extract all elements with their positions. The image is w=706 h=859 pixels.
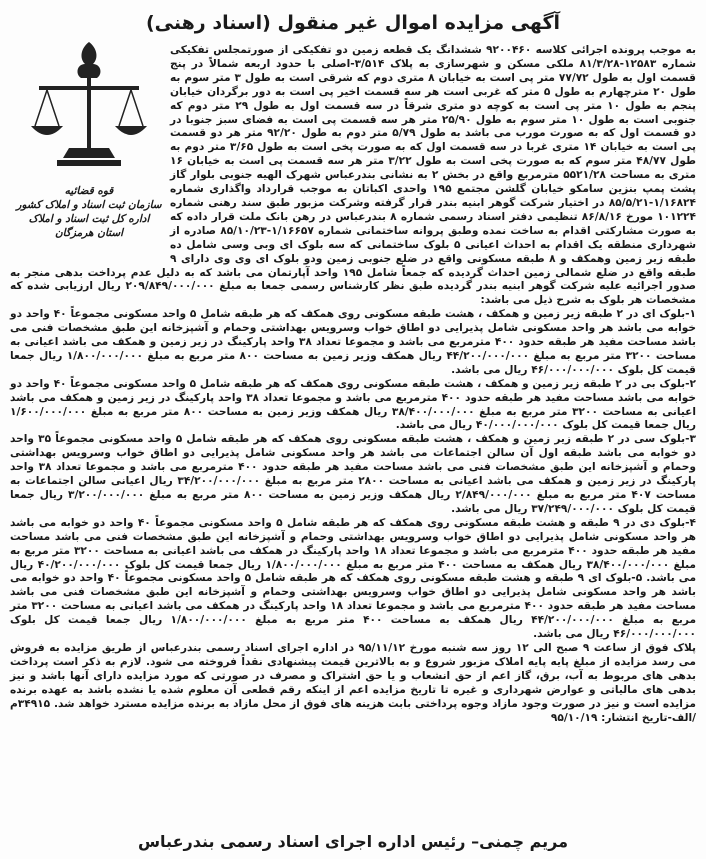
- block-4-paragraph: ۴-بلوک دی در ۹ طبقه و هشت طبقه مسکونی روی همکف که هر طبقه شامل ۵ واحد مسکونی مجموعاً ۴۰ واحد دو خوابه می باشد هر واحد مسکونی شامل پذیرایی دو اطاق خواب وسرویس بهداشتی وحمام و آشپزخانه این طبق مشخصات فنی می باشد مساحت مفید هر طبقه حدود ۴۰۰ مترمربع می باشد و مجموعا تعداد ۱۸ واحد پارکینگ در همکف می باشد اعیانی به مساحت ۳۲۰۰ متر مربع به مبلغ ۳۸/۴۰۰/۰۰۰/۰۰۰ ریال همکف به مساحت ۴۰۰ متر مربع به مبلغ ۱/۸۰۰/۰۰۰/۰۰۰ ریال جمعا قیمت کل بلوک ۴۰/۲۰۰/۰۰۰/۰۰۰ ریال می باشد. ۵-بلوک ای ۹ طبقه و هشت طبقه مسکونی روی همکف که هر طبقه شامل ۵ واحد مسکونی مجموعاً ۴۰ واحد دو خوابه می باشد هر واحد مسکونی شامل پذیرایی دو اطاق خواب وسرویس بهداشتی وحمام و آشپزخانه این طبق مشخصات فنی می باشد مساحت مفید هر طبقه حدود ۴۰۰ مترمربع می باشد و مجموعا تعداد ۱۸ واحد پارکینگ در همکف می باشد اعیانی به مساحت ۳۲۰۰ متر مربع به مبلغ ۴۴/۲۰۰/۰۰۰/۰۰۰ ریال همکف به مساحت ۴۰۰ متر مربع به مبلغ ۱/۸۰۰/۰۰۰/۰۰۰ ریال جمعا قیمت کل بلوک ۴۶/۰۰۰/۰۰۰/۰۰۰ ریال می باشد.: [10, 516, 697, 641]
- block-2-paragraph: ۲-بلوک بی در ۲ طبقه زیر زمین و همکف ، هشت طبقه مسکونی روی همکف که هر طبقه شامل ۵ واحد مسکونی مجموعاً ۴۰ واحد دو خوابه می باشد مساحت مفید هر طبقه حدود ۴۰۰ مترمربع می باشد و مجموعا تعداد ۳۸ واحد پارکینگ در زیر زمین و همکف می باشد اعیانی به مساحت ۳۲۰۰ متر مربع به مبلغ ۳۸/۴۰۰/۰۰۰/۰۰۰ ریال همکف وزیر زمین به مساحت ۸۰۰ متر مربع به مبلغ ۱/۶۰۰/۰۰۰/۰۰۰ ریال جمعا قیمت کل بلوک ۴۰/۰۰۰/۰۰۰/۰۰۰ ریال می باشد.: [10, 377, 697, 432]
- block-3-paragraph: ۳-بلوک سی در ۲ طبقه زیر زمین و همکف ، هشت طبقه مسکونی روی همکف که هر طبقه شامل ۵ واحد مسکونی مجموعاً ۳۵ واحد دو خوابه می باشد طبقه اول آن سالن اجتماعات می باشد هر واحد مسکونی شامل پذیرایی دو اطاق خواب وسرویس بهداشتی وحمام و آشپزخانه این طبق مشخصات فنی می باشد مساحت مفید هر طبقه حدود ۴۰۰ مترمربع می باشد و مجموعا تعداد ۳۸ واحد پارکینگ در زیر زمین و همکف می باشد اعیانی به مساحت ۲۸۰۰ متر مربع به مبلغ ۳۴/۲۰۰/۰۰۰/۰۰۰ ریال اعیانی سالن اجتماعات به مساحت ۴۰۷ متر مربع به مبلغ ۲/۸۴۹/۰۰۰/۰۰۰ ریال همکف وزیر زمین به مساحت ۸۰۰ متر مربع به مبلغ ۳/۲۰۰/۰۰۰/۰۰۰ ریال جمعا قیمت کل بلوک ۳۷/۲۴۹/۰۰۰/۰۰۰ ریال می باشد.: [10, 433, 696, 515]
- emblem-line-organization: سازمان ثبت اسناد و املاک کشور: [16, 199, 162, 211]
- emblem-line-judiciary: قوه قضائیه: [64, 185, 114, 197]
- intro-paragraph: به موجب پرونده اجرائی کلاسه ۹۲۰۰۴۶۰ ششدانگ یک قطعه زمین دو تفکیکی از صورتمجلس تفکیکی شماره ۱۲۵۸۳-۸۱/۳/۲۸ ملکی مسکن و شهرسازی به پلاک ۳/۵۱۴-اصلی با حدود اربعه شمالاً در پنج قسمت اول به طول ۷۷/۷۲ متر پی است به خیابان ۸ متری دوم که شرقی است به طول ۳ متر سوم به طول ۲۰ مترچهارم به طول ۵ متر که غربی است هر سه قسمت اخیر پی است به دور برگردان خیابان پنجم به طول ۱۰ متر پی است به کوچه دو متری شرقاً در سه قسمت اول به طول ۲۹ متر دوم که جنوبی است به طول ۱۰ متر سوم به طول ۲۵/۹۰ متر هر سه قسمت پی است به فضای سبز جنوبا در دو قسمت اول که به صورت مورب می باشد به طول ۵/۷۹ متر دوم به طول ۹۲/۲۰ متر هر دو قسمت پی است به خیابان ۱۴ متری غربا در سه قسمت اول که به صورت پخی است به طول ۳/۶۵ متر دوم به طول ۴۸/۷۷ متر سوم که به صورت پخی است به طول ۳/۲۲ متر هر سه قسمت پی است به خیابان ۱۶ متری به مساحت ۵۵۲۱/۲۸ مترمربع واقع در بخش ۲ به نشانی بندرعباس شهرک الهیه جنوبی بلوار گاز پشت پمپ بنزین سامکو خیابان گلشن مجتمع ۱۹۵ واحدی اکباتان به موجب قرارداد واگذاری شماره ۱/۱۶۸۲۴-۸۵/۵/۲۱ در اختیار شرکت گوهر ابنیه بندر قرار گرفته وشرکت مزبور طبق سند رهنی شماره ۱۰۱۲۲۴ مورخ ۸۶/۸/۱۶ تنظیمی دفتر اسناد رسمی شماره ۸ بندرعباس در رهن بانک ملت قرار داده که به صورت مشارکتی اقدام به ساخت نمده وطبق پروانه ساختمانی شماره ۱/۱۶۶۵۷-۸۵/۱۰/۲۳ صادره از شهرداری منطقه یک اقدام به احداث اعیانی ۵ بلوک ساختمانی که سه بلوک ای وبی وسی شامل ده طبقه زیر زمین وهمکف و ۸ طبقه مسکونی واقع در ضلع جنوبی زمین ودو بلوک ای وی وی دارای ۹ طبقه واقع در ضلع شمالی زمین احداث گردیده که جمعاً شامل ۱۹۵ واحد آپارتمان می باشد که به دلیل عدم پرداخت بدهی منجر به صدور اجرائیه علیه شرکت گوهر ابنیه بندر گردیده طبق نظر کارشناس رسمی جمعا به مبلغ ۲۰۹/۸۴۹/۰۰۰/۰۰۰ ریال ارزیابی شده که مشخصات هر بلوک به شرح ذیل می باشد:: [10, 44, 697, 307]
- signature-line: مریم چمنی– رئیس اداره اجرای اسناد رسمی بندرعباس: [137, 832, 569, 851]
- block-1-paragraph: ۱-بلوک ای در ۲ طبقه زیر زمین و همکف ، هشت طبقه مسکونی روی همکف که هر طبقه شامل ۵ واحد مسکونی مجموعاً ۴۰ واحد دو خوابه می باشد هر واحد مسکونی شامل پذیرایی دو اطاق خواب وسرویس بهداشتی وحمام و آشپزخانه این طبق مشخصات فنی می باشد مساحت مفید هر طبقه حدود ۴۰۰ مترمربع می باشد و مجموعا تعداد ۳۸ واحد پارکینگ در زیر زمین و همکف می باشد اعیانی به مساحت ۳۲۰۰ متر مربع به مبلغ ۴۴/۲۰۰/۰۰۰/۰۰۰ ریال همکف وزیر زمین به مساحت ۸۰۰ متر مربع به مبلغ ۱/۸۰۰/۰۰۰/۰۰۰ ریال جمعا قیمت کل بلوک ۴۶/۰۰۰/۰۰۰/۰۰۰ ریال می باشد.: [10, 308, 697, 376]
- scales-of-justice-icon: [29, 34, 149, 184]
- notice-title: آگهی مزایده اموال غیر منقول (اسناد رهنی): [145, 12, 561, 34]
- emblem-line-office: اداره کل ثبت اسناد و املاک استان هرمزگان: [28, 213, 150, 239]
- judiciary-emblem: [14, 34, 164, 244]
- closing-paragraph: پلاک فوق از ساعت ۹ صبح الی ۱۲ روز سه شنبه مورخ ۹۵/۱۱/۱۲ در اداره اجرای اسناد رسمی بندرعباس از طریق مزایده به فروش می رسد مزایده از مبلغ پایه پایه املاک مزبور شروع و به بالاترین قیمت پیشنهادی نقداً فروخته می شود. لازم به ذکر است پرداخت بدهی های مربوط به آب، برق، گاز اعم از حق انشعاب و یا حق اشتراک و مصرف در صورتی که مورد مزایده دارای آنها باشد و نیز بدهی های مالیاتی و عوارض شهرداری و غیره تا تاریخ مزایده اعم از اینکه رقم قطعی آن معلوم شده یا نشده باشد به عهده برنده مزایده است و نیز در صورت وجود مازاد وجوه پرداختی بابت هزینه های فوق از محل مازاد به برنده مزایده مسترد خواهد شد. ۳۴۹۱۵م /الف-تاریخ انتشار: ۹۵/۱۰/۱۹: [10, 641, 696, 724]
